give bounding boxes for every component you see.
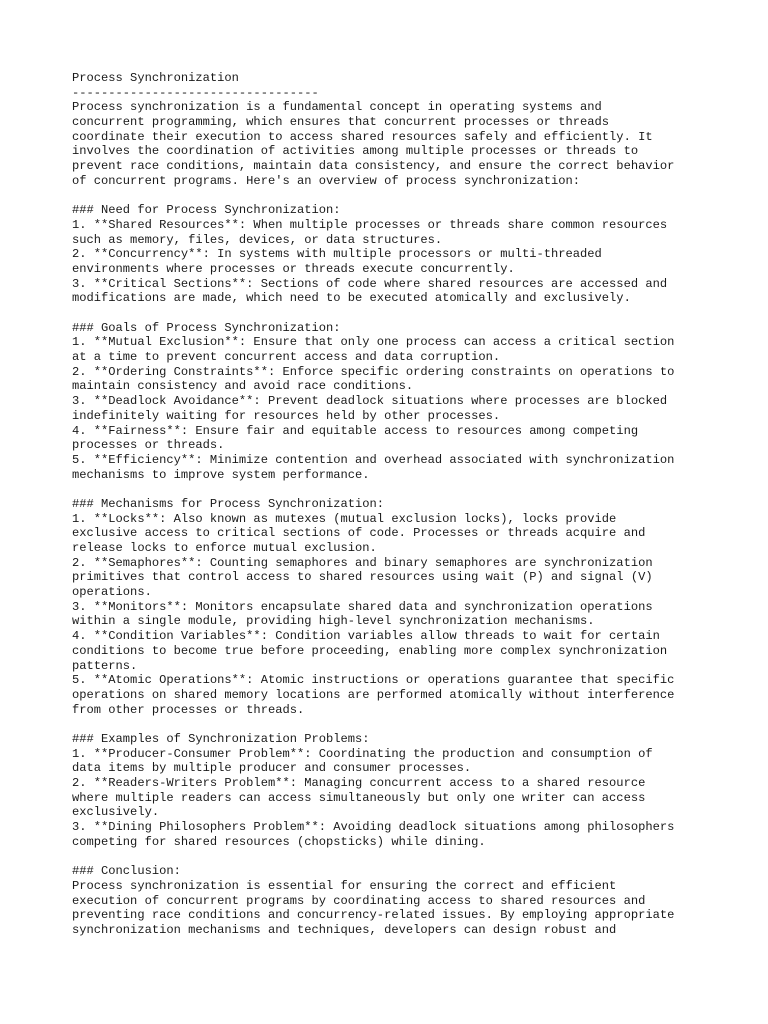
blank-line bbox=[72, 306, 762, 321]
text-line: release locks to enforce mutual exclusion. bbox=[72, 541, 377, 555]
blank-line bbox=[72, 189, 762, 204]
text-line: processes or threads. bbox=[72, 438, 225, 453]
text-line: primitives that control access to shared resources using wait (P) and signal (V) bbox=[72, 570, 653, 585]
text-line: ### Conclusion: bbox=[72, 864, 181, 879]
text-line: 2. **Readers-Writers Problem**: Managing concurrent access to a shared resource bbox=[72, 776, 646, 790]
text-line: 5. **Atomic Operations**: Atomic instructions or operations guarantee that specific bbox=[72, 673, 675, 688]
text-line: ---------------------------------- bbox=[72, 85, 319, 100]
text-line: exclusive access to critical sections of code. Processes or threads acquire and bbox=[72, 526, 646, 541]
text-line: operations. bbox=[72, 585, 152, 600]
text-line: competing for shared resources (chopsticks) while dining. bbox=[72, 834, 486, 849]
text-line: 3. **Dining Philosophers Problem**: Avoiding deadlock situations among philosophers bbox=[72, 820, 675, 835]
text-line: concurrent programming, which ensures that concurrent processes or threads bbox=[72, 115, 610, 130]
blank-line bbox=[72, 482, 762, 497]
text-line: mechanisms to improve system performance. bbox=[72, 467, 370, 482]
text-line: indefinitely waiting for resources held by other processes. bbox=[72, 408, 501, 423]
text-line: patterns. bbox=[72, 658, 138, 673]
text-line: 2. **Ordering Constraints**: Enforce specific ordering constraints on operations to bbox=[72, 364, 675, 379]
text-line: from other processes or threads. bbox=[72, 702, 305, 717]
text-line: 1. **Shared Resources**: When multiple processes or threads share common resources bbox=[72, 217, 668, 232]
text-line: data items by multiple producer and consumer processes. bbox=[72, 761, 472, 776]
text-line: at a time to prevent concurrent access and data corruption. bbox=[72, 350, 501, 365]
text-line: ### Mechanisms for Process Synchronization: bbox=[72, 496, 385, 511]
text-line: ### Examples of Synchronization Problems: bbox=[72, 731, 370, 746]
text-line: coordinate their execution to access shared resources safely and efficiently. It bbox=[72, 129, 653, 144]
text-line: involves the coordination of activities among multiple processes or threads to bbox=[72, 144, 639, 159]
text-line: 1. **Mutual Exclusion**: Ensure that only one process can access a critical section bbox=[72, 335, 675, 350]
text-line: 2. **Concurrency**: In systems with multiple processors or multi-threaded bbox=[72, 247, 602, 262]
text-line: maintain consistency and avoid race conditions. bbox=[72, 379, 414, 394]
text-line: 1. **Locks**: Also known as mutexes (mutual exclusion locks), locks provide bbox=[72, 511, 617, 526]
text-line: 4. **Fairness**: Ensure fair and equitable access to resources among competing bbox=[72, 423, 639, 438]
text-line: execution of concurrent programs by coordinating access to shared resources and bbox=[72, 893, 646, 908]
text-line: 4. **Condition Variables**: Condition variables allow threads to wait for certain bbox=[72, 629, 660, 644]
text-line: Process synchronization is a fundamental concept in operating systems and bbox=[72, 100, 602, 115]
text-line: of concurrent programs. Here's an overview of process synchronization: bbox=[72, 173, 581, 188]
text-line: 1. **Producer-Consumer Problem**: Coordinating the production and consumption of bbox=[72, 746, 653, 761]
text-line: environments where processes or threads execute concurrently. bbox=[72, 261, 515, 276]
text-line: synchronization mechanisms and techniques, developers can design robust and bbox=[72, 922, 617, 937]
text-line: ### Goals of Process Synchronization: bbox=[72, 320, 341, 335]
text-line: where multiple readers can access simultaneously but only one writer can access bbox=[72, 790, 646, 805]
document-body bbox=[72, 71, 762, 938]
blank-line bbox=[72, 849, 762, 864]
text-line: operations on shared memory locations are performed atomically without interference bbox=[72, 687, 675, 702]
text-line: modifications are made, which need to be executed atomically and exclusively. bbox=[72, 291, 631, 306]
text-line: 2. **Semaphores**: Counting semaphores and binary semaphores are synchronization bbox=[72, 555, 653, 570]
text-line: 3. **Monitors**: Monitors encapsulate shared data and synchronization operations bbox=[72, 599, 653, 614]
text-line: 3. **Deadlock Avoidance**: Prevent deadlock situations where processes are blocked bbox=[72, 394, 668, 409]
text-line: Process Synchronization bbox=[72, 71, 239, 85]
text-line: 3. **Critical Sections**: Sections of code where shared resources are accessed and bbox=[72, 276, 668, 291]
text-line: conditions to become true before proceeding, enabling more complex synchronization bbox=[72, 643, 668, 658]
text-line: preventing race conditions and concurrency-related issues. By employing appropriate bbox=[72, 908, 675, 923]
text-line: within a single module, providing high-level synchronization mechanisms. bbox=[72, 614, 595, 629]
text-line: prevent race conditions, maintain data consistency, and ensure the correct behavior bbox=[72, 159, 675, 174]
text-line: exclusively. bbox=[72, 805, 160, 820]
text-line: such as memory, files, devices, or data structures. bbox=[72, 232, 443, 247]
text-line: 5. **Efficiency**: Minimize contention and overhead associated with synchronization bbox=[72, 452, 675, 467]
text-line: ### Need for Process Synchronization: bbox=[72, 203, 341, 218]
text-line: Process synchronization is essential for ensuring the correct and efficient bbox=[72, 878, 617, 893]
blank-line bbox=[72, 717, 762, 732]
